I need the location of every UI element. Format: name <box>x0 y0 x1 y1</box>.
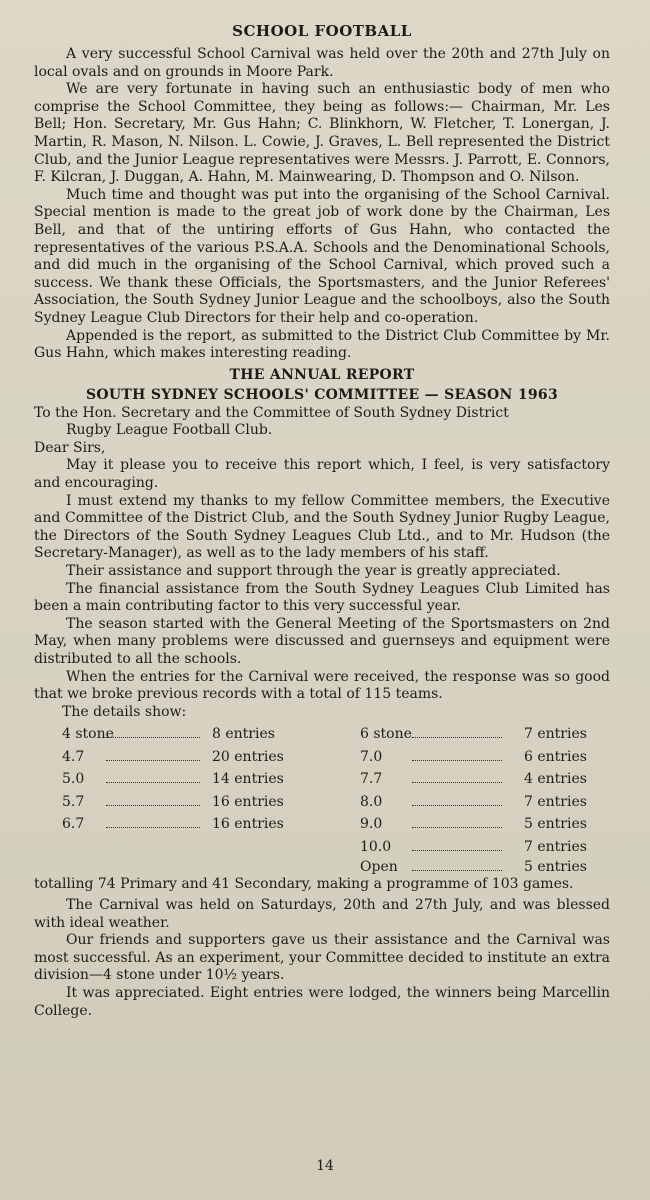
entry-division: 6 stone <box>360 726 412 743</box>
dot-leader <box>412 840 502 851</box>
entry-division: 9.0 <box>360 816 383 833</box>
dot-leader <box>412 817 502 828</box>
entry-division: Open <box>360 859 398 876</box>
entry-count: 4 entries <box>524 771 587 788</box>
entry-division: 8.0 <box>360 793 383 810</box>
entry-division: 4.7 <box>62 748 85 765</box>
entry-division: 10.0 <box>360 838 392 855</box>
closing-paragraph: It was appreciated. Eight entries were lodged, the winners being Marcellin College. <box>34 984 610 1019</box>
entries-column-right <box>360 723 620 876</box>
entry-count: 16 entries <box>212 793 284 810</box>
addressee-line: Rugby League Football Club. <box>66 422 273 439</box>
page-number: 14 <box>316 1158 334 1174</box>
dot-leader <box>106 750 200 761</box>
entry-division: 6.7 <box>62 816 85 833</box>
entry-count: 7 entries <box>524 726 587 743</box>
dot-leader <box>106 727 200 738</box>
report-paragraph: Their assistance and support through the year is greatly appreciated. <box>66 563 561 580</box>
addressee-line: To the Hon. Secretary and the Committee of South Sydney District <box>34 404 509 421</box>
entry-row <box>360 858 620 876</box>
entry-row <box>62 791 332 814</box>
report-paragraph: The financial assistance from the South Sydney Leagues Club Limited has been a main contributing factor to this very successful year. <box>34 580 610 615</box>
intro-paragraph: We are very fortunate in having such an enthusiastic body of men who comprise the School Committee, they being as follows:— Chairman, Mr. Les Bell; Hon. Secretary, Mr. Gus Hahn; C. Blinkhorn, W. Fletcher, T. Lonergan, J. Martin, R. Mason, N. Nilson. L. Cowie, J. Graves, L. Bell represented the District Club, and the Junior League representatives were Messrs. J. Parrott, E. Connors, F. Kilcran, J. Duggan, A. Hahn, M. Mainwearing, D. Thompson and O. Nilson. <box>34 81 610 186</box>
entry-row <box>62 746 332 769</box>
entry-count: 5 entries <box>524 816 587 833</box>
entry-count: 6 entries <box>524 748 587 765</box>
entry-count: 8 entries <box>212 726 275 743</box>
closing-paragraph: The Carnival was held on Saturdays, 20th and 27th July, and was blessed with ideal weather. <box>34 896 610 931</box>
page-heading: SCHOOL FOOTBALL <box>232 22 412 40</box>
entry-row <box>360 723 620 746</box>
dot-leader <box>412 750 502 761</box>
entries-column-left <box>62 723 332 876</box>
dot-leader <box>106 772 200 783</box>
report-paragraph: The season started with the General Meeting of the Sportsmasters on 2nd May, when many problems were discussed and guernseys and equipment were distributed to all the schools. <box>34 615 610 667</box>
dot-leader <box>412 860 502 871</box>
totals-text: totalling 74 Primary and 41 Secondary, making a programme of 103 games. <box>34 876 574 893</box>
entry-division: 5.0 <box>62 771 85 788</box>
report-paragraph: May it please you to receive this report which, I feel, is very satisfactory and encouraging. <box>34 457 610 492</box>
entry-row <box>360 791 620 814</box>
report-title: THE ANNUAL REPORT <box>229 366 415 383</box>
entry-division: 5.7 <box>62 793 85 810</box>
dot-leader <box>106 795 200 806</box>
entry-count: 5 entries <box>524 859 587 876</box>
intro-paragraph: Appended is the report, as submitted to the District Club Committee by Mr. Gus Hahn, which makes interesting reading. <box>34 327 610 362</box>
dot-leader <box>412 727 502 738</box>
intro-paragraph: Much time and thought was put into the organising of the School Carnival. Special mention is made to the great job of work done by the Chairman, Les Bell, and that of the untiring efforts of Gus Hahn, who contacted the representatives of the various P.S.A.A. Schools and the Denominational Schools, and did much in the organising of the School Carnival, which proved such a success. We thank these Officials, the Sportsmasters, and the Junior Referees' Association, the South Sydney Junior League and the schoolboys, also the South Sydney League Club Directors for their help and co-operation. <box>34 186 610 326</box>
entry-count: 16 entries <box>212 816 284 833</box>
intro-paragraph: A very successful School Carnival was held over the 20th and 27th July on local ovals and on grounds in Moore Park. <box>34 46 610 80</box>
entry-division: 4 stone <box>62 726 114 743</box>
details-intro: The details show: <box>62 703 187 720</box>
report-paragraph: When the entries for the Carnival were received, the response was so good that we broke previous records with a total of 115 teams. <box>34 668 610 703</box>
entry-row <box>360 813 620 836</box>
dot-leader <box>106 817 200 828</box>
entry-row <box>62 768 332 791</box>
entry-count: 20 entries <box>212 748 284 765</box>
dot-leader <box>412 795 502 806</box>
entry-row <box>360 768 620 791</box>
entry-count: 7 entries <box>524 838 587 855</box>
entry-row <box>62 723 332 746</box>
entry-row <box>62 813 332 836</box>
entry-count: 7 entries <box>524 793 587 810</box>
entry-row <box>360 746 620 769</box>
report-paragraph: I must extend my thanks to my fellow Committee members, the Executive and Committee of the District Club, and the South Sydney Junior Rugby League, the Directors of the South Sydney Leagues Club Ltd., and to Mr. Hudson (the Secretary-Manager), as well as to the lady members of his staff. <box>34 492 610 562</box>
entry-division: 7.0 <box>360 748 383 765</box>
salutation: Dear Sirs, <box>34 439 106 456</box>
entry-division: 7.7 <box>360 771 383 788</box>
closing-paragraph: Our friends and supporters gave us their assistance and the Carnival was most successful. As an experiment, your Committee decided to institute an extra division—4 stone under 10½ years. <box>34 932 610 984</box>
entries-table <box>62 723 610 876</box>
entry-row <box>360 836 620 859</box>
entry-count: 14 entries <box>212 771 284 788</box>
report-subtitle: SOUTH SYDNEY SCHOOLS' COMMITTEE — SEASON 1963 <box>86 386 558 403</box>
dot-leader <box>412 772 502 783</box>
